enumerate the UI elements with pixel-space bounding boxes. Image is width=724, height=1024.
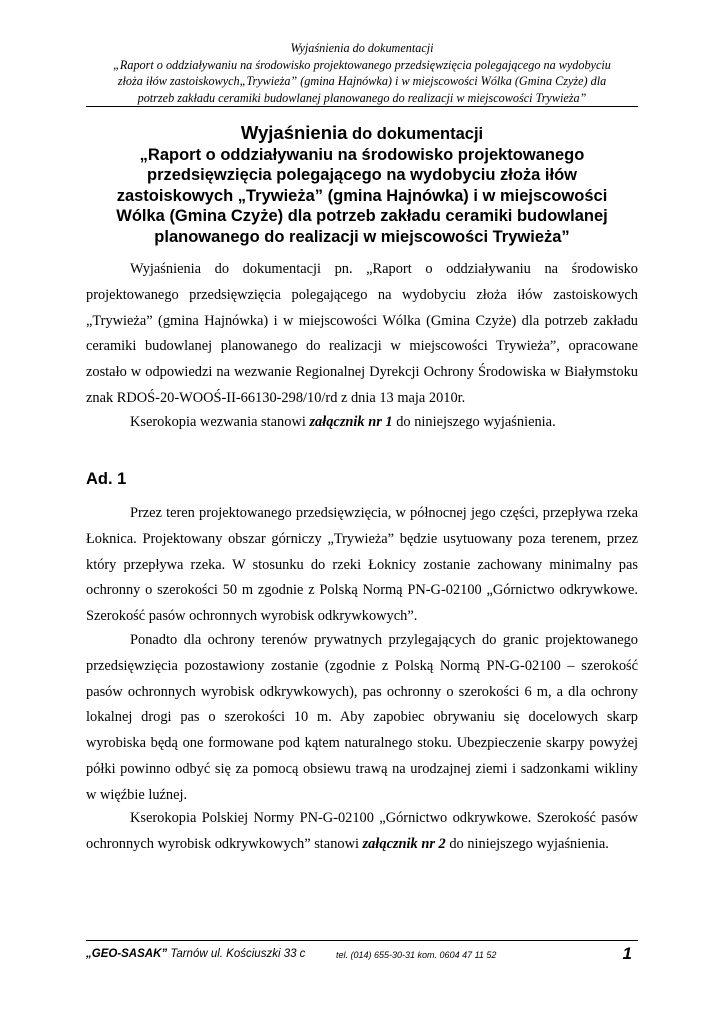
running-header bbox=[86, 40, 638, 106]
company-name: „GEO-SASAK” bbox=[86, 948, 168, 960]
footer-divider bbox=[86, 940, 638, 941]
company-address: Tarnów ul. Kościuszki 33 c bbox=[167, 948, 306, 960]
section-paragraph: Ponadto dla ochrony terenów prywatnych przylegających do granic projektowanego przedsięwzięcia pozostawiony zostanie (zgodnie z Polską Normą PN-G-02100 – szerokość pasów ochronnych wyrobisk odkrywkowych), pas ochronny o szerokości 6 m, a dla ochrony lokalnej drogi pas o szerokości 10 m. Aby zapobiec obrywaniu się docelowych skarp wyrobiska będą one formowane pod kątem naturalnego stoku. Ubezpieczenie skarpy powyżej półki powinno odbyć się za pomocą obsiewu trawą na urodzajnej ziemi i sadzonkami wikliny w więźbie luźnej. bbox=[86, 632, 638, 803]
running-header-line: „Raport o oddziaływaniu na środowisko projektowanego przedsięwzięcia polegającego na wydobyciu bbox=[113, 57, 611, 72]
intro-paragraph: Wyjaśnienia do dokumentacji pn. „Raport o oddziaływaniu na środowisko projektowanego przedsięwzięcia polegającego na wydobyciu złoża iłów zastoiskowych „Trywieża” (gmina Hajnówka) i w miejscowości Wólka (Gmina Czyże) dla potrzeb zakładu ceramiki budowlanej planowanego do realizacji w miejscowości Trywieża”, opracowane zostało w odpowiedzi na wezwanie Regionalnej Dyrekcji Ochrony Środowiska w Białymstoku znak RDOŚ-20-WOOŚ-II-66130-298/10/rd z dnia 13 maja 2010r. bbox=[86, 261, 638, 406]
section-heading: Ad. 1 bbox=[86, 470, 127, 488]
footer-contact: tel. (014) 655-30-31 kom. 0604 47 11 52 bbox=[336, 950, 497, 960]
title-line: zastoiskowych „Trywieża” (gmina Hajnówka) i w miejscowości bbox=[116, 186, 608, 205]
attachment-reference: załącznik nr 1 bbox=[309, 414, 393, 430]
footer-company bbox=[86, 948, 305, 960]
text-run: do niniejszego wyjaśnienia. bbox=[445, 835, 609, 852]
document-title bbox=[86, 123, 638, 248]
title-line: „Raport o oddziaływaniu na środowisko projektowanego bbox=[139, 145, 585, 164]
intro-attachment-note bbox=[86, 410, 638, 436]
title-rest: do dokumentacji bbox=[347, 125, 484, 143]
text-run: do niniejszego wyjaśnienia. bbox=[392, 414, 556, 430]
running-header-line: złoża iłów zastoiskowych„Trywieża” (gmina Hajnówka) i w miejscowości Wólka (Gmina Czyże) dla bbox=[117, 74, 607, 89]
running-header-line: Wyjaśnienia do dokumentacji bbox=[290, 41, 434, 55]
title-line: planowanego do realizacji w miejscowości Trywieża” bbox=[154, 227, 570, 246]
section-attachment-note bbox=[86, 806, 638, 858]
title-line: Wólka (Gmina Czyże) dla potrzeb zakładu ceramiki budowlanej bbox=[116, 207, 608, 226]
header-divider bbox=[86, 106, 638, 107]
section-paragraph: Przez teren projektowanego przedsięwzięcia, w północnej jego części, przepływa rzeka Łoknica. Projektowany obszar górniczy „Trywieża” będzie usytuowany poza terenem, przez który przepływa rzeka. W stosunku do rzeki Łoknicy zostanie zachowany minimalny pas ochronny o szerokości 50 m zgodnie z Polską Normą PN-G-02100 „Górnictwo odkrywkowe. Szerokość pasów ochronnych wyrobisk odkrywkowych”. bbox=[86, 505, 638, 625]
page-footer bbox=[86, 944, 638, 966]
text-run: Kserokopia Polskiej Normy PN-G-02100 „Górnictwo odkrywkowe. Szerokość pasów ochronnych wyrobisk odkrywkowych” stanowi bbox=[86, 810, 638, 852]
title-line: przedsięwzięcia polegającego na wydobyciu złoża iłów bbox=[146, 166, 578, 185]
attachment-reference: załącznik nr 2 bbox=[362, 835, 446, 852]
page-number: 1 bbox=[622, 944, 632, 963]
title-line bbox=[86, 123, 638, 145]
running-header-line: potrzeb zakładu ceramiki budowlanej planowanego do realizacji w miejscowości Trywieża” bbox=[137, 90, 587, 105]
title-keyword: Wyjaśnienia bbox=[240, 122, 348, 143]
text-run: Kserokopia wezwania stanowi bbox=[130, 414, 310, 430]
